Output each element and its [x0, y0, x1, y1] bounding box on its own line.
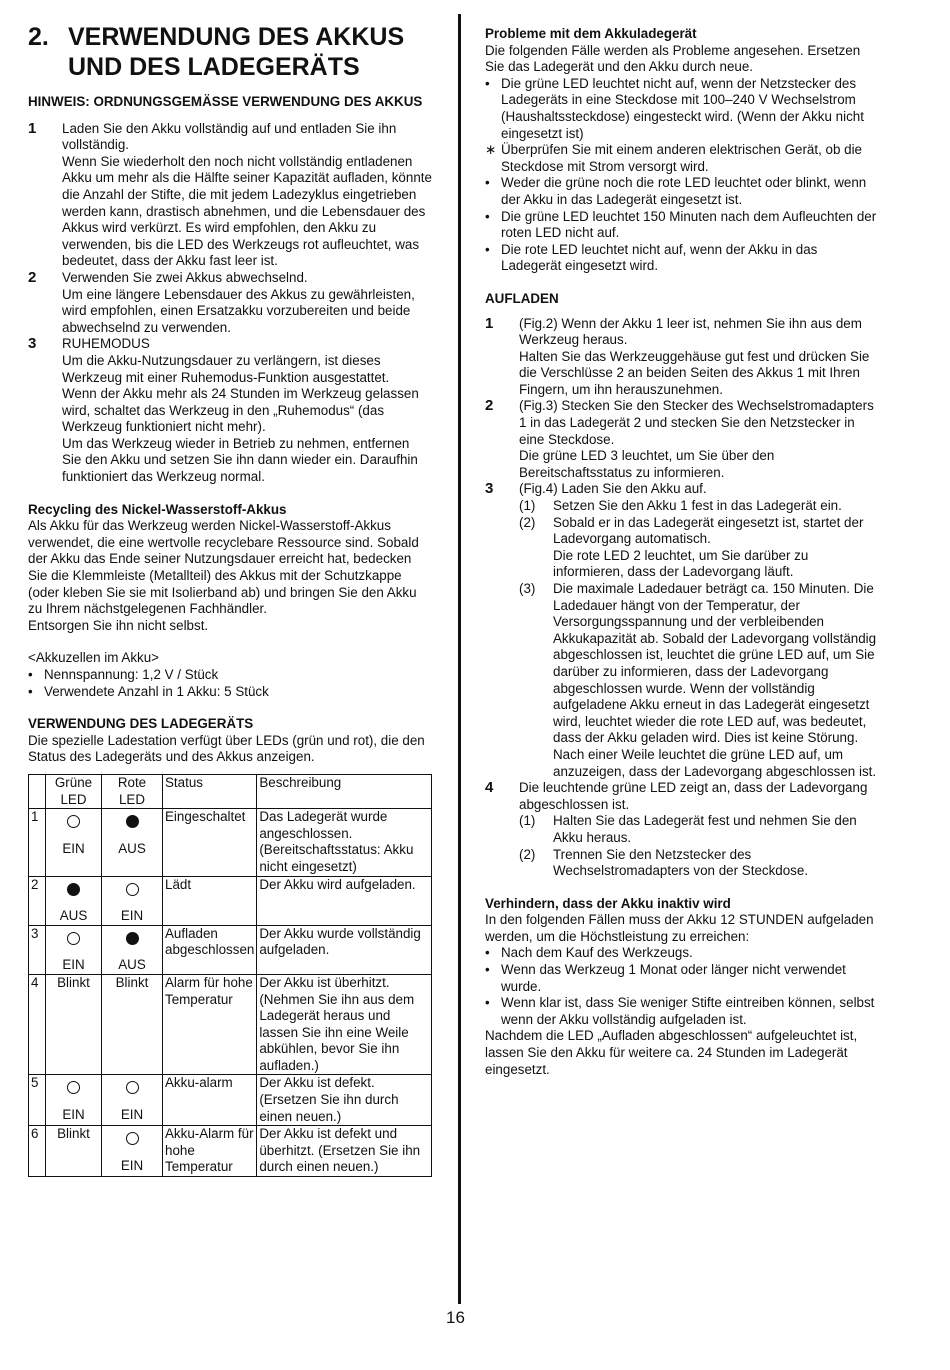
- charging-title: AUFLADEN: [485, 290, 559, 306]
- item-number: 1: [28, 119, 37, 137]
- table-header: [29, 774, 46, 808]
- led-status-table: [28, 774, 432, 1177]
- led-state-label: AUS: [118, 840, 146, 856]
- led-off-dot-icon: [126, 932, 139, 945]
- step-text: (Fig.4) Laden Sie den Akku auf.: [519, 481, 707, 497]
- column-divider: [458, 14, 461, 1304]
- led-on-circle-icon: [67, 815, 80, 828]
- row-number: 3: [29, 925, 46, 974]
- status-cell: Eingeschaltet: [163, 809, 257, 876]
- led-off-dot-icon: [126, 815, 139, 828]
- charging-step-3: 3 (Fig.4) Laden Sie den Akku auf. (1) Setzen Sie den Akku 1 fest in das Ladegerät ein. (2) Sobald er in das Ladegerät eingesetzt ist, startet der Ladevorgang automatisch. Die rote LED 2 leuchtet, um Sie darüber zu informieren, dass der Ladevorgang läuft. (3) Die maximale Ladedauer beträgt ca. 150 Minuten. Die Ladedauer hängt von der Temperatur, der Versorgungsspannung und der verbleibenden Akkukapazität ab. Sobald der Ladevorgang vollständig abgeschlossen ist, leuchtet die grüne LED auf, um Sie darüber zu informieren, dass der Ladevorgang abgeschlossen wurde. Wenn der vollständig aufgeladene Akku erneut in das Ladegerät eingesetzt wird, leuchtet wieder die rote LED auf, was bedeutet, dass der Akku geladen wird. Dies ist keine Störung. Nach einer Weile leuchtet die grüne LED auf, um anzuzeigen, dass der Ladevorgang abgeschlossen ist.: [485, 481, 881, 780]
- problems-title: Probleme mit dem Akkuladegerät: [485, 26, 697, 41]
- green-led-cell: [46, 1126, 102, 1177]
- status-cell: Lädt: [163, 876, 257, 925]
- table-row: [29, 1075, 432, 1126]
- table-row: [29, 925, 432, 974]
- green-led-cell: [46, 974, 102, 1075]
- status-cell: Akku-Alarm für hohe Temperatur: [163, 1126, 257, 1177]
- red-led-cell: [102, 925, 163, 974]
- green-led-cell: [46, 809, 102, 876]
- item-text: Wenn der Akku mehr als 24 Stunden im Werkzeug gelassen wird, schaltet das Werkzeug in den „Ruhemodus“ (das Werkzeug funktioniert nicht mehr).: [62, 386, 419, 435]
- row-number: 6: [29, 1126, 46, 1177]
- item-text: Um eine längere Lebensdauer des Akkus zu gewährleisten, wird empfohlen, einen Ersatzakku vorzubereiten und beide abwechselnd zu verwenden.: [62, 286, 415, 335]
- led-state-label: EIN: [62, 957, 85, 973]
- list-item: • Nennspannung: 1,2 V / Stück: [28, 667, 219, 682]
- list-item: • Weder die grüne noch die rote LED leuchtet oder blinkt, wenn der Akku in das Ladegerät eingesetzt ist.: [485, 175, 867, 207]
- row-number: 2: [29, 876, 46, 925]
- usage-item-1: [28, 121, 432, 270]
- led-state-label: Blinkt: [115, 974, 149, 990]
- green-led-cell: [46, 1075, 102, 1126]
- status-cell: Aufladen abgeschlossen: [163, 925, 257, 974]
- item-number: 3: [28, 335, 37, 353]
- right-column: [485, 26, 881, 1078]
- charger-use-text: Die spezielle Ladestation verfügt über LEDs (grün und rot), die den Status des Ladegeräts und des Akkus anzeigen.: [28, 732, 425, 765]
- description-cell: Der Akku ist überhitzt. (Nehmen Sie ihn aus dem Ladegerät heraus und lassen Sie ihn eine Weile abkühlen, bevor Sie ihn aufladen.): [257, 974, 432, 1075]
- list-item: • Wenn klar ist, dass Sie weniger Stifte eintreiben können, selbst wenn der Akku vollständig aufgeladen ist.: [485, 995, 875, 1027]
- row-number: 5: [29, 1075, 46, 1126]
- description-cell: Der Akku wurde vollständig aufgeladen.: [257, 925, 432, 974]
- item-text: Wenn Sie wiederholt den noch nicht vollständig entladenen Akku um mehr als die Hälfte seiner Kapazität aufladen, könnte die Anzahl der Stifte, die mit jedem Ladezyklus eingetrieben werden kann, drastisch abnehmen, und die Lebensdauer des Akkus wird verkürzt. Es wird empfohlen, den Akku zu verwenden, bis die LED des Werkzeugs rot aufleuchtet, was bedeutet, dass der Akku fast leer ist.: [62, 153, 432, 269]
- note-heading: HINWEIS: ORDNUNGSGEMÄSSE VERWENDUNG DES AKKUS: [28, 94, 423, 109]
- list-item: • Verwendete Anzahl in 1 Akku: 5 Stück: [28, 683, 269, 699]
- item-number: 2: [28, 268, 37, 286]
- section-heading: [28, 22, 432, 82]
- usage-item-3: [28, 336, 432, 485]
- description-cell: Der Akku ist defekt. (Ersetzen Sie ihn durch einen neuen.): [257, 1075, 432, 1126]
- recycling-text-2: Entsorgen Sie ihn nicht selbst.: [28, 617, 209, 633]
- status-cell: Akku-alarm: [163, 1075, 257, 1126]
- led-on-circle-icon: [126, 883, 139, 896]
- table-header-red: Rote LED: [102, 774, 163, 808]
- table-row: [29, 1126, 432, 1177]
- list-item: • Die grüne LED leuchtet nicht auf, wenn der Netzstecker des Ladegeräts in eine Steckdose mit 100–240 V Wechselstrom (Haushaltssteckdose) eingesteckt wird. (Wenn der Akku nicht eingesetzt ist): [485, 75, 864, 141]
- led-on-circle-icon: [126, 1081, 139, 1094]
- led-state-label: EIN: [62, 840, 85, 856]
- table-header-status: Status: [163, 774, 257, 808]
- red-led-cell: [102, 1126, 163, 1177]
- item-text: Um das Werkzeug wieder in Betrieb zu nehmen, entfernen Sie den Akku und setzen Sie ihn dann wieder ein. Daraufhin funktioniert das Werkzeug normal.: [62, 435, 418, 485]
- recycling-title: Recycling des Nickel-Wasserstoff-Akkus: [28, 501, 287, 517]
- led-state-label: AUS: [118, 957, 146, 973]
- green-led-cell: [46, 925, 102, 974]
- led-state-label: EIN: [120, 1107, 144, 1123]
- sub-step: (1) Halten Sie das Ladegerät fest und nehmen Sie den Akku heraus.: [519, 813, 857, 845]
- led-state-label: Blinkt: [57, 974, 90, 990]
- item-text: Verwenden Sie zwei Akkus abwechselnd.: [62, 269, 308, 285]
- heading-line-2: UND DES LADEGERÄTS: [68, 53, 360, 81]
- table-header-row: [29, 774, 432, 808]
- table-row: [29, 876, 432, 925]
- red-led-cell: [102, 974, 163, 1075]
- sub-step: (3) Die maximale Ladedauer beträgt ca. 150 Minuten. Die Ladedauer hängt von der Temperatur, der Versorgungsspannung und der verbleibenden Akkukapazität ab. Sobald der Ladevorgang vollständig abgeschlossen ist, leuchtet die grüne LED auf, um Sie darüber zu informieren, dass der Ladevorgang abgeschlossen wurde. Wenn der vollständig aufgeladene Akku erneut in das Ladegerät eingesetzt wird, leuchtet wieder die rote LED auf, was bedeutet, dass der Akku geladen wird. Dies ist keine Störung. Nach einer Weile leuchtet die grüne LED auf, um anzuzeigen, dass der Ladevorgang abgeschlossen ist.: [519, 581, 877, 779]
- charging-step-4: 4 Die leuchtende grüne LED zeigt an, dass der Ladevorgang abgeschlossen ist. (1) Halten Sie das Ladegerät fest und nehmen Sie den Akku heraus. (2) Trennen Sie den Netzstecker des Wechselstromadapters von der Steckdose.: [485, 780, 881, 880]
- status-cell: Alarm für hohe Temperatur: [163, 974, 257, 1075]
- problems-intro: Die folgenden Fälle werden als Probleme angesehen. Ersetzen Sie das Ladegerät und den Akku durch neue.: [485, 42, 861, 75]
- table-row: [29, 974, 432, 1075]
- cells-label: <Akkuzellen im Akku>: [28, 650, 159, 666]
- page-number: 16: [446, 1308, 465, 1327]
- sub-step: (2) Trennen Sie den Netzstecker des Wechselstromadapters von der Steckdose.: [519, 846, 809, 879]
- led-state-label: EIN: [120, 1157, 144, 1173]
- inactive-list: [485, 945, 881, 1028]
- problems-list: [485, 76, 881, 275]
- step-text: (Fig.2) Wenn der Akku 1 leer ist, nehmen Sie ihn aus dem Werkzeug heraus.: [519, 315, 862, 348]
- led-state-label: AUS: [59, 908, 88, 924]
- red-led-cell: [102, 1075, 163, 1126]
- description-cell: Der Akku wird aufgeladen.: [257, 876, 432, 925]
- list-item: • Nach dem Kauf des Werkzeugs.: [485, 945, 693, 961]
- step-text: Die leuchtende grüne LED zeigt an, dass der Ladevorgang abgeschlossen ist.: [519, 780, 868, 812]
- left-column: [28, 22, 432, 1177]
- cells-list: [28, 667, 432, 700]
- inactive-title: Verhindern, dass der Akku inaktiv wird: [485, 895, 731, 911]
- step-text: (Fig.3) Stecken Sie den Stecker des Wechselstromadapters 1 in das Ladegerät 2 und stecken Sie den Netzstecker in eine Steckdose.: [519, 398, 874, 447]
- list-item: ∗ Überprüfen Sie mit einem anderen elektrischen Gerät, ob die Steckdose mit Strom versorgt wird.: [485, 142, 862, 174]
- inactive-outro: Nachdem die LED „Aufladen abgeschlossen“ aufgeleuchtet ist, lassen Sie den Akku für weitere ca. 24 Stunden im Ladegerät eingesetzt.: [485, 1028, 858, 1077]
- table-row: [29, 809, 432, 876]
- list-item: • Wenn das Werkzeug 1 Monat oder länger nicht verwendet wurde.: [485, 962, 846, 994]
- section-number: 2.: [28, 23, 49, 51]
- green-led-cell: [46, 876, 102, 925]
- recycling-text: Als Akku für das Werkzeug werden Nickel-Wasserstoff-Akkus verwendet, die eine wertvolle recyclebare Ressource sind. Sobald der Akku das Ende seiner Nutzungsdauer erreicht hat, bedecken Sie die Klemmleiste (Metallteil) des Akkus mit der Schutzkappe (oder kleben Sie sie mit Isolierband ab) und bringen Sie den Akku zu Ihrem nächstgelegenen Fachhändler.: [28, 518, 419, 617]
- red-led-cell: [102, 809, 163, 876]
- red-led-cell: [102, 876, 163, 925]
- sub-step: (1) Setzen Sie den Akku 1 fest in das Ladegerät ein.: [519, 498, 842, 514]
- led-state-label: EIN: [62, 1107, 85, 1123]
- led-state-label: Blinkt: [57, 1126, 90, 1142]
- list-item: • Die grüne LED leuchtet 150 Minuten nach dem Aufleuchten der roten LED nicht auf.: [485, 208, 877, 241]
- heading-line-1: VERWENDUNG DES AKKUS: [68, 23, 405, 51]
- charger-use-title: VERWENDUNG DES LADEGERÄTS: [28, 716, 254, 732]
- description-cell: Das Ladegerät wurde angeschlossen. (Bereitschaftsstatus: Akku nicht eingesetzt): [257, 809, 432, 876]
- led-on-circle-icon: [126, 1132, 139, 1145]
- row-number: 1: [29, 809, 46, 876]
- list-item: • Die rote LED leuchtet nicht auf, wenn der Akku in das Ladegerät eingesetzt wird.: [485, 241, 818, 274]
- sub-step: (2) Sobald er in das Ladegerät eingesetzt ist, startet der Ladevorgang automatisch. Die rote LED 2 leuchtet, um Sie darüber zu informieren, dass der Ladevorgang läuft.: [519, 514, 864, 580]
- table-header-green: Grüne LED: [46, 774, 102, 808]
- led-on-circle-icon: [67, 932, 80, 945]
- led-state-label: EIN: [120, 908, 144, 924]
- table-header-description: Beschreibung: [257, 774, 432, 808]
- led-on-circle-icon: [67, 1081, 80, 1094]
- table-body: [29, 809, 432, 1177]
- inactive-intro: In den folgenden Fällen muss der Akku 12 STUNDEN aufgeladen werden, um die Höchstleistung zu erreichen:: [485, 912, 874, 944]
- led-off-dot-icon: [67, 883, 80, 896]
- item-text: Laden Sie den Akku vollständig auf und entladen Sie ihn vollständig.: [62, 120, 397, 153]
- description-cell: Der Akku ist defekt und überhitzt. (Ersetzen Sie ihn durch einen neuen.): [257, 1126, 432, 1177]
- row-number: 4: [29, 974, 46, 1075]
- item-text: Um die Akku-Nutzungsdauer zu verlängern, ist dieses Werkzeug mit einer Ruhemodus-Funktion ausgestattet.: [62, 352, 390, 385]
- step-text: Halten Sie das Werkzeuggehäuse gut fest und drücken Sie die Verschlüsse 2 an beiden Seiten des Akkus 1 mit Ihren Fingern, um ihn herauszunehmen.: [519, 348, 870, 397]
- charging-step-2: 2 (Fig.3) Stecken Sie den Stecker des Wechselstromadapters 1 in das Ladegerät 2 und stecken Sie den Netzstecker in eine Steckdose. Die grüne LED 3 leuchtet, um Sie über den Bereitschaftsstatus zu informieren.: [485, 398, 881, 481]
- charging-step-1: 1 (Fig.2) Wenn der Akku 1 leer ist, nehmen Sie ihn aus dem Werkzeug heraus. Halten Sie das Werkzeuggehäuse gut fest und drücken Sie die Verschlüsse 2 an beiden Seiten des Akkus 1 mit Ihren Fingern, um ihn herauszunehmen.: [485, 316, 881, 399]
- step-text: Die grüne LED 3 leuchtet, um Sie über den Bereitschaftsstatus zu informieren.: [519, 448, 775, 480]
- item-text: RUHEMODUS: [62, 336, 150, 352]
- usage-item-2: [28, 270, 432, 336]
- usage-list: [28, 121, 432, 486]
